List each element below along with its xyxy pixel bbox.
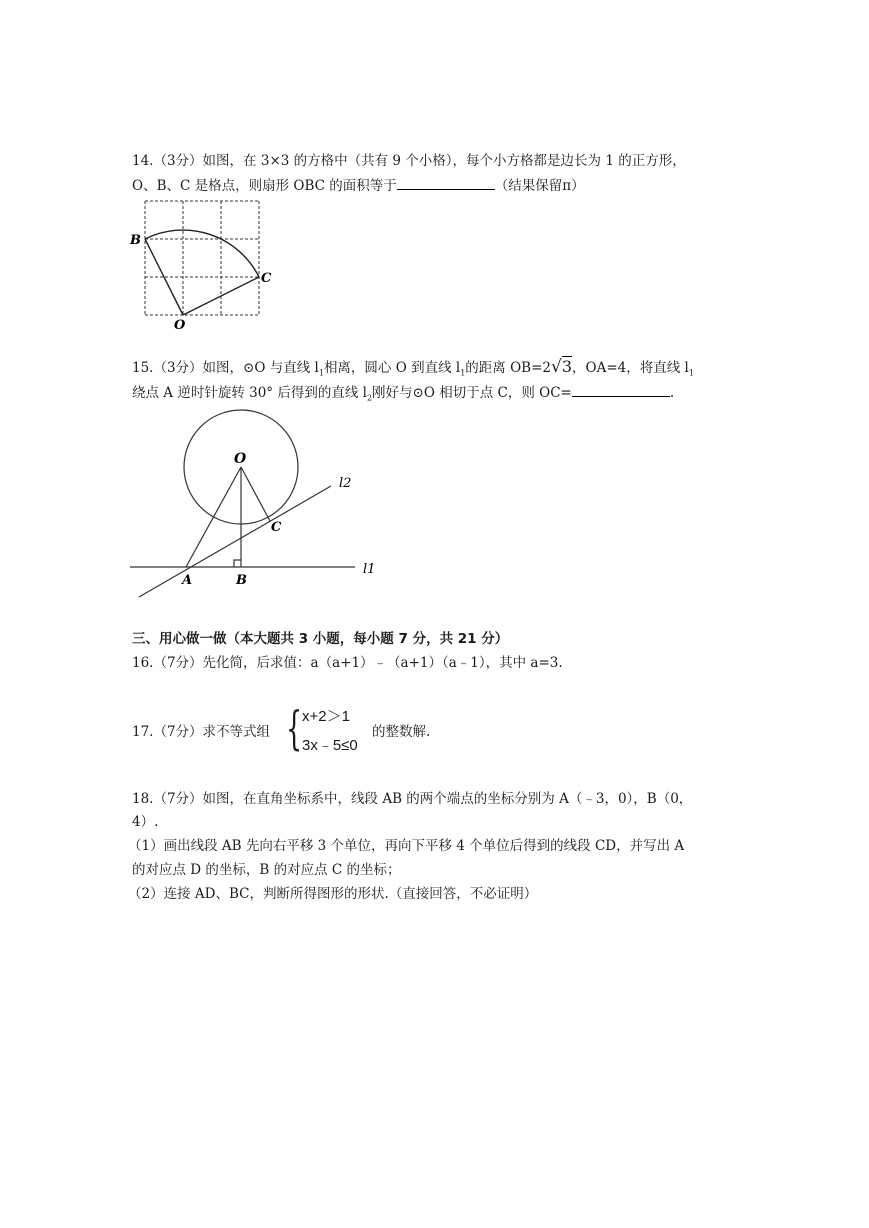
q15-line2-text-a: 绕点 A 逆时针旋转 30° 后得到的直线 l xyxy=(132,385,367,401)
q15-text-b: 相离，圆心 O 到直线 l xyxy=(323,360,461,376)
q18-line3: （1）画出线段 AB 先向右平移 3 个单位，再向下平移 4 个单位后得到的线段 CD，并写出 A xyxy=(128,838,685,854)
q17-inequality-2: 3x﹣5≤0 xyxy=(302,737,358,754)
q15-label-l1: l1 xyxy=(363,562,376,577)
q17-prefix: 17.（7分）求不等式组 xyxy=(132,724,271,740)
q15-sub-b: 1 xyxy=(460,368,466,378)
q15-label-l2: l2 xyxy=(339,476,352,491)
q15-answer-blank[interactable] xyxy=(572,382,670,397)
q15-text-c: 的距离 OB=2 xyxy=(465,360,551,376)
q15-circle-figure xyxy=(130,405,390,605)
q18-line5: （2）连接 AD、BC，判断所得图形的形状.（直接回答，不必证明） xyxy=(128,886,538,902)
q15-sqrt-radicand: 3 xyxy=(561,357,573,376)
q15-text-d: ，OA=4，将直线 l xyxy=(572,360,689,376)
q14-line1: 14.（3分）如图，在 3×3 的方格中（共有 9 个小格），每个小方格都是边长为 1 的正方形， xyxy=(132,153,686,169)
q17-inequality-1: x+2＞1 xyxy=(302,708,350,725)
brace-icon: { xyxy=(286,701,303,755)
q14-line2-text: O、B、C 是格点，则扇形 OBC 的面积等于 xyxy=(132,178,397,194)
q15-text-a: 15.（3分）如图，⊙O 与直线 l xyxy=(132,360,319,376)
q18-line1: 18.（7分）如图，在直角坐标系中，线段 AB 的两个端点的坐标分别为 A（﹣3，0），B（0， xyxy=(132,791,693,807)
q15-label-b: B xyxy=(236,573,247,588)
q17-suffix: 的整数解. xyxy=(372,724,431,740)
q14-label-b: B xyxy=(130,233,141,248)
q14-label-c: C xyxy=(261,271,272,286)
q14-answer-blank[interactable] xyxy=(397,175,495,190)
q15-line2-sub: 2 xyxy=(366,393,373,403)
q15-label-a: A xyxy=(182,573,193,588)
q15-sub-a: 1 xyxy=(318,368,324,378)
q14-label-o: O xyxy=(174,318,186,333)
sqrt-icon: √ xyxy=(550,357,562,377)
q15-sub-c: 1 xyxy=(688,368,694,378)
q15-line2-text-b: 刚好与⊙O 相切于点 C，则 OC= xyxy=(372,385,572,401)
q15-line2-tail: . xyxy=(669,385,675,401)
q18-line2: 4）. xyxy=(132,814,159,830)
q15-label-c: C xyxy=(271,520,282,535)
q14-grid-figure xyxy=(128,193,278,333)
q15-label-o: O xyxy=(234,451,247,467)
q18-line4: 的对应点 D 的坐标，B 的对应点 C 的坐标； xyxy=(132,862,401,878)
q14-line2-tail: （结果保留π） xyxy=(494,178,585,194)
q16-text: 16.（7分）先化简，后求值：a（a+1）﹣（a+1）（a﹣1），其中 a=3. xyxy=(132,655,563,671)
section3-heading: 三、用心做一做（本大题共 3 小题，每小题 7 分，共 21 分） xyxy=(132,631,509,647)
q15-line1 xyxy=(132,357,694,384)
